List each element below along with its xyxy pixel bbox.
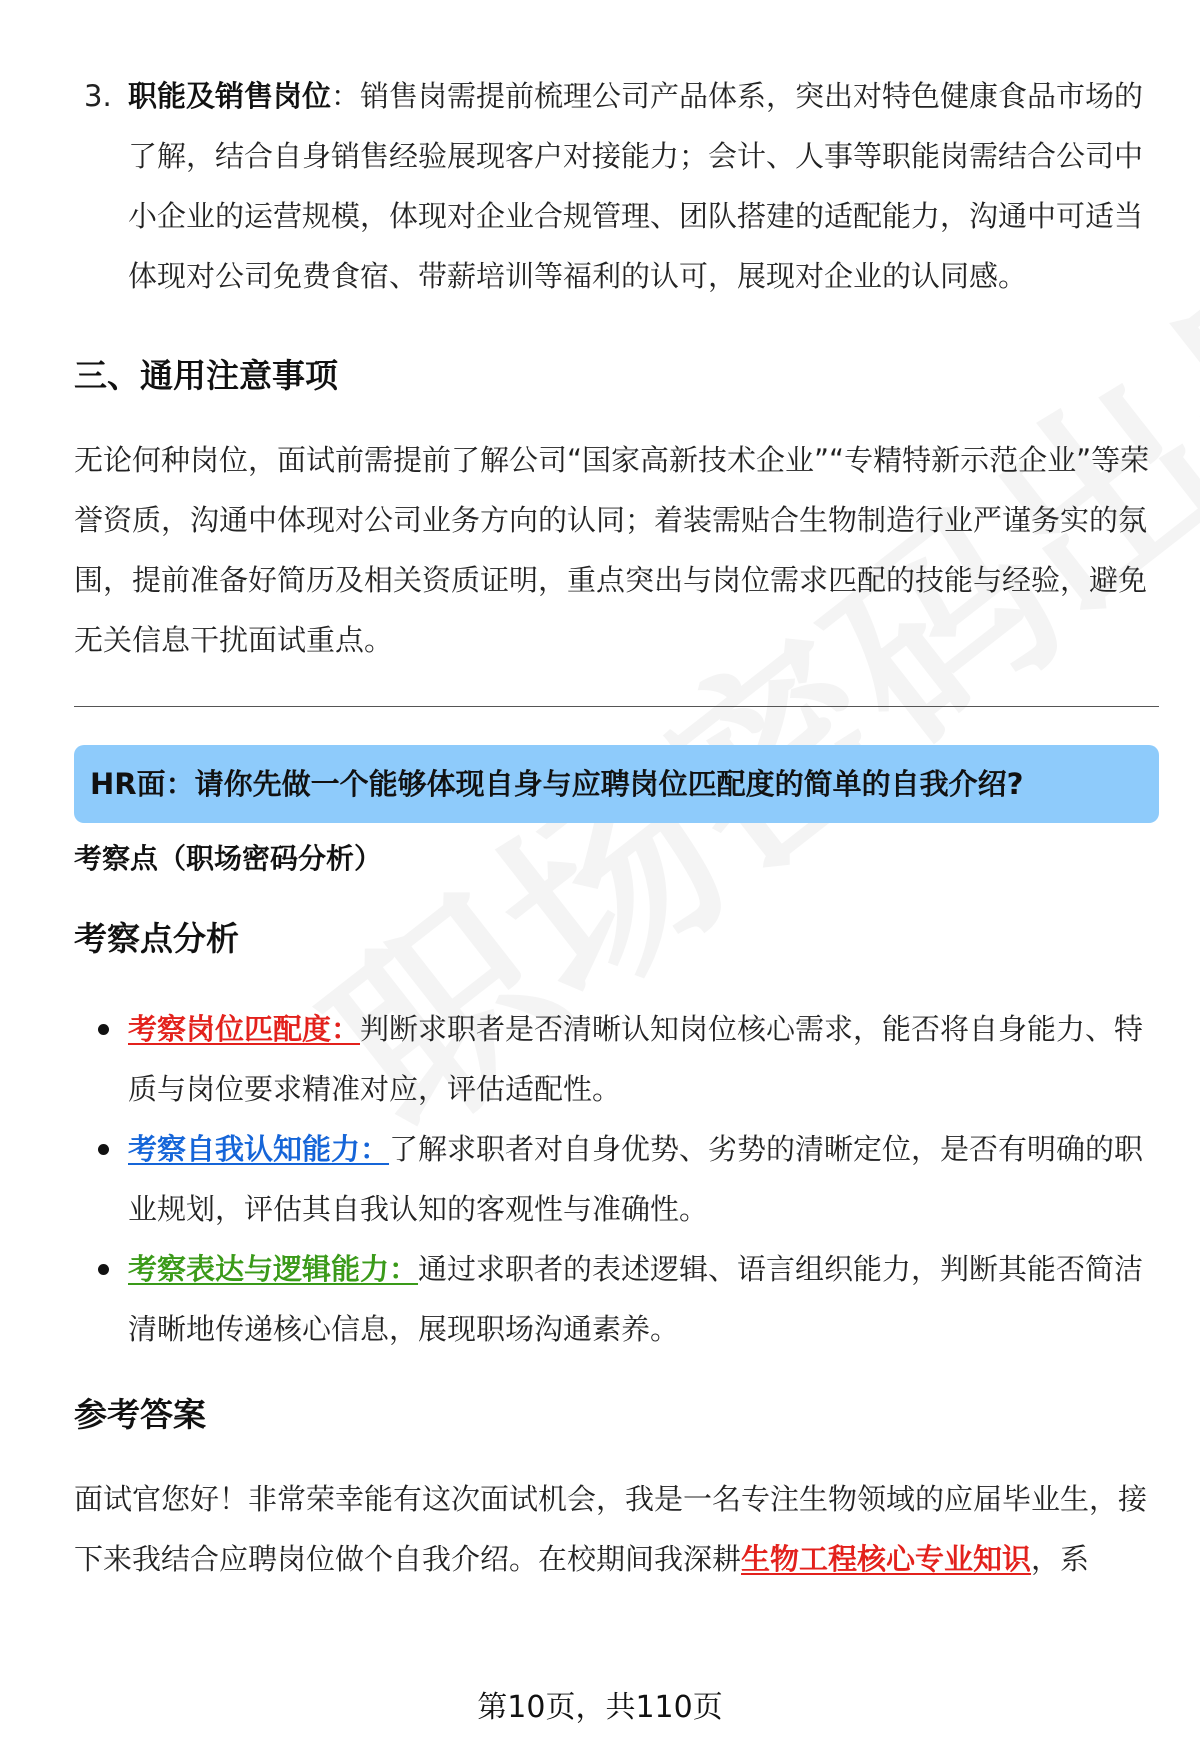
general-notes-paragraph: 无论何种岗位，面试前需提前了解公司“国家高新技术企业”“专精特新示范企业”等荣誉资质，沟通中体现对公司业务方向的认同；着装需贴合生物制造行业严谨务实的氛围，提前准备好简历及相关资质证明，重点突出与岗位需求匹配的技能与经验，避免无关信息干扰面试重点。: [74, 443, 1150, 657]
exam-point-bullet-list: [74, 999, 1159, 1359]
bullet-text: 了解求职者对自身优势、劣势的清晰定位，是否有明确的职业规划，评估其自我认知的客观性与准确性。: [128, 1132, 1144, 1226]
answer-text-before: 面试官您好！非常荣幸能有这次面试机会，我是一名专注生物领域的应届毕业生，接下来我结合应聘岗位做个自我介绍。在校期间我深耕: [74, 1482, 1148, 1576]
answer-highlight: 生物工程核心专业知识: [741, 1542, 1032, 1576]
answer-heading: 参考答案: [74, 1395, 206, 1434]
exam-point-analysis-heading: 考察点分析: [74, 919, 239, 958]
list-item-text: 销售岗需提前梳理公司产品体系，突出对特色健康食品市场的了解，结合自身销售经验展现客户对接能力；会计、人事等职能岗需结合公司中小企业的运营规模，体现对企业合规管理、团队搭建的适配能力，沟通中可适当体现对公司免费食宿、带薪培训等福利的认可，展现对企业的认同感。: [128, 79, 1144, 293]
list-item-title: 职能及销售岗位: [128, 79, 332, 113]
bullet-text: 判断求职者是否清晰认知岗位核心需求，能否将自身能力、特质与岗位要求精准对应，评估适配性。: [128, 1012, 1144, 1106]
bullet-item-expression-logic: [74, 1239, 1159, 1359]
interview-question-box: [74, 745, 1159, 823]
bullet-dot-icon: [98, 1024, 109, 1035]
bullet-key: 考察自我认知能力：: [128, 1132, 390, 1166]
bullet-dot-icon: [98, 1264, 109, 1275]
bullet-dot-icon: [98, 1144, 109, 1155]
divider: [74, 706, 1159, 707]
bullet-item-job-match: [74, 999, 1159, 1119]
section-heading-general-notes: 三、通用注意事项: [74, 356, 338, 395]
document-page: [74, 66, 1159, 1589]
bullet-key: 考察岗位匹配度：: [128, 1012, 361, 1046]
answer-text-after: ，系: [1031, 1542, 1090, 1576]
bullet-text: 通过求职者的表述逻辑、语言组织能力，判断其能否简洁清晰地传递核心信息，展现职场沟通素养。: [128, 1252, 1144, 1346]
bullet-key: 考察表达与逻辑能力：: [128, 1252, 419, 1286]
bullet-item-self-awareness: [74, 1119, 1159, 1239]
list-item-separator: ：: [331, 79, 361, 113]
exam-point-label: 考察点（职场密码分析）: [74, 842, 383, 875]
list-item-sales-roles: [74, 66, 1159, 306]
answer-paragraph: [74, 1469, 1159, 1589]
page-footer: [0, 1682, 1200, 1726]
page-number: 第10页，共110页: [477, 1690, 723, 1725]
list-number: 3.: [84, 79, 112, 113]
interview-question-text: HR面：请你先做一个能够体现自身与应聘岗位匹配度的简单的自我介绍?: [90, 767, 1024, 801]
